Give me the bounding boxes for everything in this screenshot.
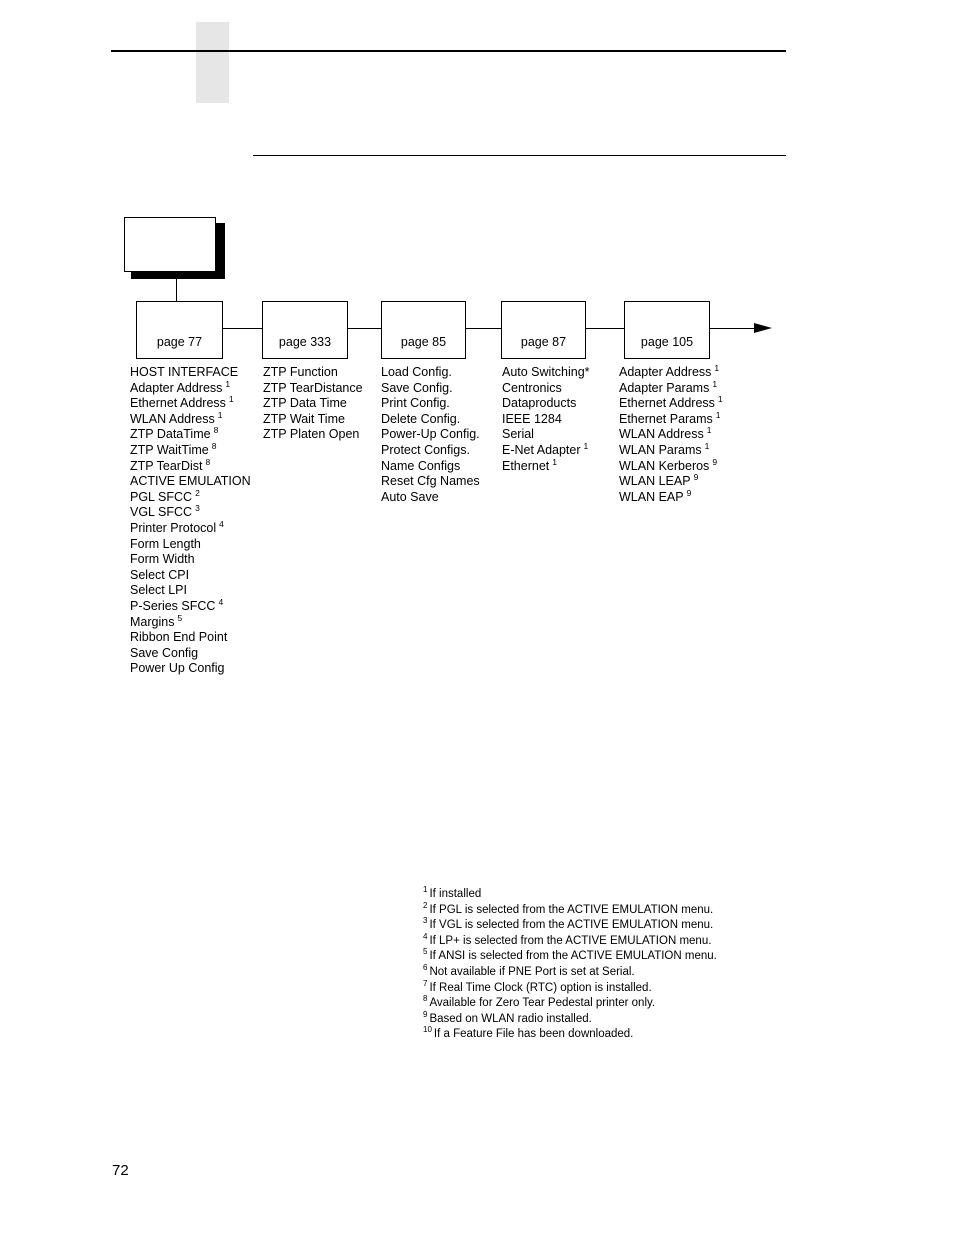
footnote-number: 10: [423, 1025, 432, 1035]
footnote-text: If Real Time Clock (RTC) option is installed.: [429, 981, 652, 994]
menu-item-label: Save Config: [130, 645, 199, 660]
menu-item-label: P-Series SFCC: [130, 598, 216, 613]
footnote-number: 7: [423, 978, 428, 988]
menu-item-label: Ethernet: [502, 458, 550, 473]
menu-item-label: Print Config.: [381, 396, 450, 411]
footnote-ref: 8: [211, 440, 217, 451]
menu-item: [130, 474, 251, 490]
footnote-ref: 9: [712, 456, 718, 467]
menu-item-label: Save Config.: [381, 380, 453, 395]
section-rule: [253, 155, 786, 156]
menu-item: [130, 630, 251, 646]
footnote-ref: 1: [706, 425, 712, 436]
menu-item: [381, 443, 480, 459]
menu-item: [619, 487, 723, 506]
continue-arrow-icon: [754, 323, 772, 333]
menu-item-label: Ethernet Address: [130, 396, 226, 411]
footnote-ref: 9: [686, 487, 692, 498]
footnote-number: 1: [423, 885, 428, 894]
menu-item: [381, 381, 480, 397]
menu-item: [502, 381, 590, 397]
footnote-text: If a Feature File has been downloaded.: [433, 1028, 634, 1041]
menu-item: [263, 365, 363, 381]
menu-item-label: Adapter Address: [619, 365, 712, 379]
menu-item-label: Ethernet Address: [619, 396, 715, 411]
footnote: [423, 949, 717, 965]
menu-item: [381, 427, 480, 443]
root-connector: [176, 279, 177, 301]
menu-item-label: Dataproducts: [502, 396, 577, 411]
footnote-ref: 1: [217, 409, 223, 420]
footnote-ref: 1: [712, 378, 718, 389]
menu-item: [130, 456, 251, 475]
menu-item-label: ZTP TearDist: [130, 458, 203, 473]
menu-item-list-1: [130, 365, 251, 677]
menu-item-label: Power-Up Config.: [381, 427, 480, 442]
menu-item: [381, 490, 480, 506]
menu-item-label: WLAN Params: [619, 442, 702, 457]
menu-item-list-4: [502, 365, 590, 474]
page-number: 72: [112, 1162, 129, 1179]
footnote-number: 3: [423, 916, 428, 926]
menu-item: [263, 381, 363, 397]
menu-box-2: [262, 301, 348, 359]
footnote-ref: 1: [583, 440, 589, 451]
menu-box-5: [624, 301, 710, 359]
menu-item: [130, 365, 251, 381]
footnote: [423, 900, 717, 919]
menu-item-label: Reset Cfg Names: [381, 474, 480, 489]
menu-item-label: Margins: [130, 614, 175, 629]
menu-item: [130, 583, 251, 599]
footnote-ref: 8: [213, 425, 219, 436]
menu-item-label: ZTP DataTime: [130, 427, 211, 442]
menu-item-label: Adapter Address: [130, 380, 223, 395]
footnote-ref: 1: [714, 363, 720, 373]
menu-item: [130, 440, 251, 459]
menu-item-label: WLAN Address: [130, 411, 215, 426]
menu-item: [130, 612, 251, 631]
menu-item-label: Power Up Config: [130, 661, 225, 676]
footnote-number: 2: [423, 900, 428, 910]
footnote-ref: 2: [195, 487, 200, 498]
menu-item: [130, 396, 251, 412]
menu-item: [381, 459, 480, 475]
menu-item: [130, 661, 251, 677]
menu-item: [381, 396, 480, 412]
menu-item-label: IEEE 1284: [502, 411, 562, 426]
footnote: [423, 1009, 717, 1028]
menu-item-list-5: [619, 365, 723, 505]
menu-item: [130, 646, 251, 662]
footnote-ref: 1: [228, 394, 234, 405]
menu-item: [502, 396, 590, 412]
menu-item-label: Centronics: [502, 380, 562, 395]
menu-item: [502, 365, 590, 381]
menu-item-label: Delete Config.: [381, 411, 461, 426]
menu-item-label: WLAN Kerberos: [619, 458, 710, 473]
menu-item: [619, 440, 723, 459]
menu-item-label: Name Configs: [381, 458, 461, 473]
footnote-number: 8: [423, 994, 428, 1004]
menu-page-ref: page 77: [156, 335, 203, 349]
menu-item-label: WLAN Address: [619, 427, 704, 442]
footnote: [423, 931, 717, 950]
footnote-ref: 3: [195, 503, 200, 514]
footnote-text: If VGL is selected from the ACTIVE EMULATION menu.: [429, 919, 714, 932]
menu-item-label: Form Length: [130, 536, 201, 551]
menu-item: [619, 456, 723, 475]
continue-arrow-line: [710, 328, 756, 329]
footnote-ref: 1: [704, 440, 710, 451]
menu-item-list-3: [381, 365, 480, 505]
menu-item: [130, 409, 251, 428]
menu-item: [263, 412, 363, 428]
menu-item-label: ACTIVE EMULATION: [130, 474, 251, 489]
menu-item: [130, 427, 251, 443]
footnote-ref: 1: [552, 456, 557, 467]
menu-item-label: ZTP Function: [263, 365, 338, 379]
menu-item-label: PGL SFCC: [130, 489, 193, 504]
footnote-number: 5: [423, 947, 428, 957]
footnote: [423, 978, 717, 997]
menu-item-label: Serial: [502, 427, 534, 442]
menu-item: [381, 474, 480, 490]
menu-item-label: ZTP Wait Time: [263, 411, 345, 426]
menu-item: [619, 365, 723, 381]
menu-item-label: HOST INTERFACE: [130, 365, 239, 379]
footnote: [423, 962, 717, 981]
menu-item: [130, 518, 251, 537]
footnote: [423, 1027, 717, 1043]
menu-item: [381, 365, 480, 381]
menu-item-label: ZTP Platen Open: [263, 427, 360, 442]
menu-item: [130, 596, 251, 615]
footnote-ref: 9: [693, 472, 699, 483]
menu-item-label: Protect Configs.: [381, 442, 470, 457]
menu-item-label: Printer Protocol: [130, 520, 217, 535]
menu-item: [130, 552, 251, 568]
footnote-number: 9: [423, 1009, 428, 1019]
footnote-ref: 4: [219, 518, 224, 529]
menu-item: [381, 412, 480, 428]
menu-page-ref: page 85: [400, 335, 447, 349]
menu-item-list-2: [263, 365, 363, 443]
menu-item: [619, 378, 723, 397]
menu-page-ref: page 87: [520, 335, 567, 349]
menu-item-label: Ethernet Params: [619, 411, 713, 426]
footnote-number: 4: [423, 931, 428, 941]
header-rule: [111, 50, 786, 52]
menu-item-label: ZTP Data Time: [263, 396, 347, 411]
chapter-tab: [196, 22, 229, 103]
footnote-text: Based on WLAN radio installed.: [429, 1012, 592, 1025]
footnote: [423, 996, 717, 1012]
footnote-text: If ANSI is selected from the ACTIVE EMULATION menu.: [429, 950, 717, 963]
menu-page-ref: page 333: [278, 335, 332, 349]
menu-item-label: Auto Switching*: [502, 365, 590, 379]
menu-item: [130, 537, 251, 553]
menu-item-label: E-Net Adapter: [502, 442, 581, 457]
menu-connector: [223, 328, 262, 329]
footnote: [423, 887, 717, 903]
menu-item: [130, 568, 251, 584]
menu-item: [130, 487, 251, 506]
menu-item-label: ZTP WaitTime: [130, 442, 209, 457]
footnote-ref: 8: [205, 456, 211, 467]
menu-item-label: Ribbon End Point: [130, 630, 228, 645]
footnote-text: If LP+ is selected from the ACTIVE EMULATION menu.: [429, 934, 712, 947]
footnote-text: If PGL is selected from the ACTIVE EMULATION menu.: [429, 903, 714, 916]
footnote-ref: 1: [225, 378, 231, 389]
menu-connector: [348, 328, 381, 329]
menu-item-label: Auto Save: [381, 489, 439, 504]
menu-item: [130, 505, 251, 521]
footnote: [423, 918, 717, 934]
menu-item: [502, 412, 590, 428]
menu-item-label: Select CPI: [130, 567, 190, 582]
menu-item: [619, 474, 723, 490]
menu-item-label: WLAN LEAP: [619, 474, 691, 489]
footnote-text: Not available if PNE Port is set at Serial.: [429, 965, 635, 978]
menu-item-label: VGL SFCC: [130, 505, 193, 520]
footnote-text: Available for Zero Tear Pedestal printer only.: [429, 997, 656, 1010]
menu-item: [263, 427, 363, 443]
menu-connector: [586, 328, 624, 329]
menu-item-label: Load Config.: [381, 365, 452, 379]
footnote-ref: 5: [177, 612, 183, 623]
menu-item-label: WLAN EAP: [619, 489, 684, 504]
menu-connector: [466, 328, 501, 329]
footnote-ref: 4: [218, 596, 224, 607]
footnote-text: If installed: [429, 888, 482, 900]
menu-item-label: Form Width: [130, 552, 195, 567]
menu-item: [502, 427, 590, 443]
footnote-number: 6: [423, 962, 428, 972]
menu-item-label: Select LPI: [130, 583, 187, 598]
footnote-ref: 1: [715, 409, 721, 420]
menu-box-4: [501, 301, 586, 359]
footnote-list: [423, 887, 717, 1043]
menu-item: [502, 440, 590, 459]
menu-box-3: [381, 301, 466, 359]
menu-box-1: [136, 301, 223, 359]
menu-item: [619, 396, 723, 412]
menu-page-ref: page 105: [640, 335, 694, 349]
menu-item: [263, 396, 363, 412]
menu-item: [502, 456, 590, 475]
menu-item-label: Adapter Params: [619, 380, 710, 395]
menu-item-label: ZTP TearDistance: [263, 380, 363, 395]
root-menu-box: [124, 217, 216, 272]
footnote-ref: 1: [717, 394, 723, 405]
